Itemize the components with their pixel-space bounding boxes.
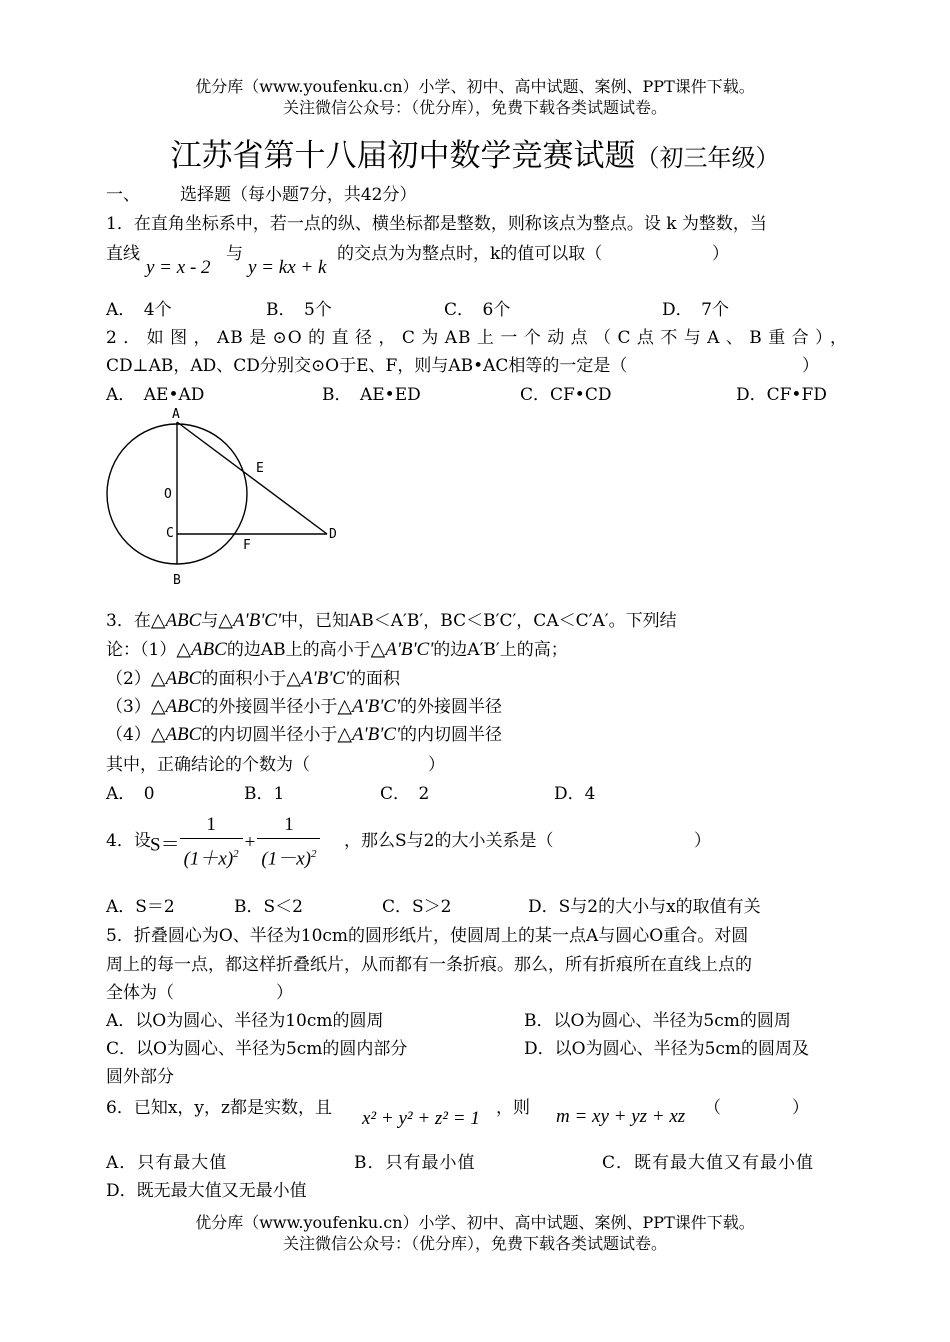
- q5-option-a: A．以O为圆心、半径为10cm的圆周: [106, 1011, 384, 1031]
- q1-line-2c: 的交点为为整点时，k的值可以取（: [337, 244, 603, 264]
- q3-tri-abc-2: △ABC: [176, 639, 227, 660]
- q3-s4c: 的内切圆半径: [400, 725, 503, 745]
- q4-post-end: ）: [694, 831, 711, 851]
- q3-l2b: 的边AB上的高小于: [226, 640, 371, 660]
- footer-line-1: 优分库（www.youfenku.cn）小学、初中、高中试题、案例、PPT课件下载。: [195, 1213, 755, 1232]
- q2-geometry-figure: [100, 404, 350, 590]
- q4-numerator-2: 1: [257, 812, 320, 839]
- title-main: 江苏省第十八届初中数学竞赛试题: [170, 138, 636, 174]
- q5-option-c: C．以O为圆心、半径为5cm的圆内部分: [106, 1039, 408, 1059]
- footer-line-2: 关注微信公众号：（优分库），免费下载各类试题试卷。: [282, 1234, 667, 1253]
- q5-option-d: D．以O为圆心、半径为5cm的圆周及: [524, 1039, 810, 1059]
- q4-option-b: B．S＜2: [234, 897, 303, 917]
- q3-option-b: B．1: [244, 784, 285, 804]
- q4-den2-exp: 2: [310, 848, 317, 860]
- header-line-2: 关注微信公众号：（优分库），免费下载各类试题试卷。: [282, 98, 667, 117]
- q3-tri-abc: △ABC: [150, 610, 202, 631]
- q3-tri-abc-prime: △A'B'C': [218, 610, 282, 631]
- q3-p2: 与: [201, 611, 219, 631]
- q4-denominator-2: [257, 839, 320, 874]
- q4-den1-text: (1＋x): [183, 848, 234, 870]
- q3-s3c: 的外接圆半径: [400, 697, 503, 717]
- q1-line-1: 1．在直角坐标系中，若一点的纵、横坐标都是整数，则称该点为整点。设 k 为整数，当: [106, 214, 767, 234]
- q1-line-2d: ）: [712, 244, 729, 264]
- label-b: B: [173, 573, 181, 588]
- q3-tri-abc-5: △ABC: [150, 724, 202, 745]
- q6-mid: ，则: [496, 1098, 530, 1118]
- q3-tri-abc-3: △ABC: [150, 668, 202, 689]
- q2-option-d: D．CF•FD: [736, 385, 827, 405]
- q2-line-1: 2．如图，AB是⊙O的直径，C为AB上一个动点（C点不与A、B重合），: [106, 328, 848, 348]
- page-title: [0, 134, 950, 183]
- q1-eq1: y = x - 2: [146, 257, 211, 278]
- q3-s2b: 的面积小于: [201, 669, 287, 689]
- q5-line-2: 周上的每一点，都这样折叠纸片，从而都有一条折痕。那么，所有折痕所在直线上点的: [106, 955, 752, 975]
- q4-fraction-1: [180, 812, 243, 874]
- q3-ask-end: ）: [428, 755, 445, 775]
- label-d: D: [329, 527, 337, 542]
- section-num: 一、: [106, 185, 140, 205]
- q5-option-d-cont: 圆外部分: [106, 1067, 174, 1087]
- q4-post: ，那么S与2的大小关系是（: [344, 831, 554, 851]
- label-c: C: [166, 526, 174, 541]
- q3-l2a: 论：（1）: [106, 640, 177, 660]
- q1-line-2b: 与: [226, 244, 243, 264]
- q3-s3b: 的外接圆半径小于: [201, 697, 338, 717]
- q1-option-c: C． 6个: [444, 300, 511, 320]
- q6-condition: x² + y² + z² = 1: [362, 1108, 480, 1129]
- q3-tri-abc-prime-4: △A'B'C': [337, 696, 401, 717]
- q3-p3: 中，已知AB＜A′B′，BC＜B′C′，CA＜C′A′。下列结: [281, 611, 677, 631]
- q2-option-b: B． AE•ED: [322, 385, 421, 405]
- q2-line-2: CD⊥AB，AD、CD分别交⊙O于E、F，则与AB•AC相等的一定是（: [106, 356, 628, 376]
- q1-line-2a: 直线: [106, 244, 140, 264]
- q4-option-d: D．S与2的大小与x的取值有关: [528, 897, 761, 917]
- q4-option-a: A．S＝2: [106, 897, 175, 917]
- q3-tri-abc-prime-3: △A'B'C': [286, 668, 350, 689]
- q6-option-b: B．只有最小值: [354, 1153, 476, 1173]
- q6-paren-end: ）: [792, 1098, 809, 1118]
- q3-s4a: （4）: [106, 725, 151, 745]
- q3-ask: 其中，正确结论的个数为（: [106, 755, 310, 775]
- q3-l2c: 的边A′B′上的高；: [433, 640, 568, 660]
- q3-line-4: [106, 696, 502, 718]
- q1-option-d: D． 7个: [662, 300, 729, 320]
- q1-option-b: B． 5个: [266, 300, 332, 320]
- q3-s3a: （3）: [106, 697, 151, 717]
- header-line-1: 优分库（www.youfenku.cn）小学、初中、高中试题、案例、PPT课件下载。: [195, 77, 755, 96]
- q4-s: S＝: [150, 834, 180, 856]
- q4-numerator-1: 1: [180, 812, 243, 839]
- label-e: E: [256, 461, 264, 476]
- q3-line-1: [106, 610, 677, 632]
- q6-option-d: D．既无最大值又无最小值: [106, 1181, 307, 1201]
- q6-option-c: C．既有最大值又有最小值: [602, 1153, 815, 1173]
- q3-tri-abc-prime-5: △A'B'C': [337, 724, 401, 745]
- label-f: F: [243, 538, 251, 553]
- q6-option-a: A．只有最大值: [106, 1153, 228, 1173]
- q2-line-2-end: ）: [802, 356, 819, 376]
- q1-option-a: A． 4个: [106, 300, 172, 320]
- q4-plus: +: [244, 832, 256, 854]
- section-label: 选择题（每小题7分，共42分）: [180, 185, 417, 205]
- q3-tri-abc-prime-2: △A'B'C': [370, 639, 434, 660]
- q3-p1: 3．在: [106, 611, 151, 631]
- q3-option-a: A． 0: [106, 784, 155, 804]
- q3-line-3: [106, 668, 400, 690]
- q2-option-a: A． AE•AD: [106, 385, 205, 405]
- label-o: O: [164, 487, 172, 502]
- q4-den1-exp: 2: [233, 848, 239, 860]
- q2-option-c: C．CF•CD: [520, 385, 612, 405]
- q3-line-5: [106, 724, 502, 746]
- q3-option-c: C． 2: [380, 784, 430, 804]
- q3-s2a: （2）: [106, 669, 151, 689]
- q6-paren: （: [704, 1098, 721, 1118]
- q3-tri-abc-4: △ABC: [150, 696, 202, 717]
- q4-denominator-1: [180, 839, 243, 874]
- q4-pre: 4．设: [106, 831, 151, 851]
- q1-eq2: y = kx + k: [248, 257, 327, 278]
- segment-ad: [177, 422, 327, 534]
- q5-line-3: 全体为（: [106, 983, 174, 1003]
- q4-den2-text: (1－x): [261, 848, 311, 870]
- title-grade: （初三年级）: [635, 144, 780, 172]
- q6-pre: 6．已知x，y，z都是实数，且: [106, 1098, 332, 1118]
- q3-s2c: 的面积: [349, 669, 401, 689]
- q5-line-1: 5．折叠圆心为O、半径为10cm的圆形纸片，使圆周上的某一点A与圆心O重合。对圆: [106, 926, 749, 946]
- q5-line-3-end: ）: [276, 983, 293, 1003]
- q4-fraction-2: [257, 812, 320, 874]
- q3-s4b: 的内切圆半径小于: [201, 725, 338, 745]
- q4-option-c: C．S＞2: [382, 897, 452, 917]
- q6-expression: m = xy + yz + xz: [556, 1106, 686, 1127]
- q4-formula: [150, 812, 320, 874]
- label-a: A: [172, 407, 180, 422]
- q3-line-2: [106, 639, 568, 661]
- q5-option-b: B．以O为圆心、半径为5cm的圆周: [524, 1011, 791, 1031]
- q3-option-d: D．4: [554, 784, 596, 804]
